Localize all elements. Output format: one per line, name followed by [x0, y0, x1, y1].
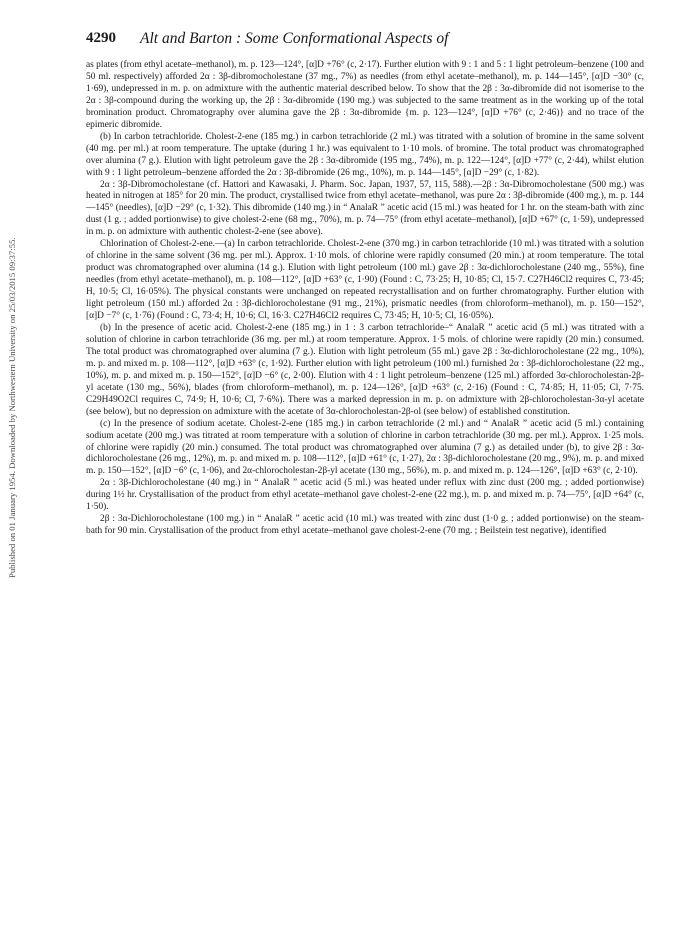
page-number: 4290 — [86, 30, 116, 46]
download-provenance-note: Published on 01 January 1954. Downloaded by Northwestern University on 25/03/2015 09:37:55. — [7, 237, 17, 579]
running-header — [86, 30, 644, 52]
paragraph-dichloride-zinc-reflux: 2α : 3β-Dichlorocholestane (40 mg.) in “ AnalaR ” acetic acid (5 ml.) was heated under reflux with zinc dust (200 mg. ; added portionwise) during 1½ hr. Crystallisation of the product from ethyl acetate–methanol gave cholest-2-ene (22 mg.), m. p. and mixed m. p. 74—75°, [α]D +64° (c, 1·50). — [86, 478, 644, 513]
paragraph-bromination-ccl4: (b) In carbon tetrachloride. Cholest-2-ene (185 mg.) in carbon tetrachloride (2 ml.) was titrated with a solution of bromine in the same solvent (40 mg. per ml.) at room temperature. The uptake (during 1 hr.) was equivalent to 1·10 mols. of bromine. The total product was chromatographed over alumina (7 g.). Elution with light petroleum gave the 2β : 3α-dibromide (195 mg., 74%), m. p. 122—124°, [α]D +77° (c, 2·44), whilst elution with 9 : 1 light petroleum–benzene afforded the 2α : 3β-dibromide (26 mg., 10%), m. p. 144—145°, [α]D −29° (c, 1·82). — [86, 131, 644, 178]
article-body — [86, 60, 644, 538]
paragraph-chlorination-acetic-acid: (b) In the presence of acetic acid. Cholest-2-ene (185 mg.) in 1 : 3 carbon tetrachloride–“ AnalaR ” acetic acid (5 ml.) was titrated with a solution of chlorine in carbon tetrachloride (36 mg. per ml.) at room temperature. Approx. 1·5 mols. of chlorine were rapidly (20 min.) consumed. The total product was chromatographed over alumina (7 g.). Elution with light petroleum (55 ml.) gave 2β : 3α-dichlorocholestane (22 mg., 10%), m. p. and mixed m. p. 108—112°, [α]D +63° (c, 1·92). Further elution with light petroleum (100 ml.) furnished 2α : 3β-dichlorocholestane (22 mg., 10%), m. p. and mixed m. p. 150—152°, [α]D −6° (c, 2·00). Elution with 4 : 1 light petroleum–benzene (125 ml.) afforded 3α-chlorocholestan-2β-yl acetate (130 mg., 56%), blades (from chloroform–methanol), m. p. 124—126°, [α]D +63° (c, 2·16) (Found : C, 74·85; H, 11·05; Cl, 7·75. C29H49O2Cl requires C, 74·9; H, 10·6; Cl, 7·6%). There was a marked depression in m. p. on admixture with 2β-chlorocholestan-3α-yl acetate (see below), but no depression on admixture with the acetate of 3α-chlorocholestan-2β-ol (see below) of established constitution. — [86, 322, 644, 417]
paragraph-dichloride-zinc-steam: 2β : 3α-Dichlorocholestane (100 mg.) in “ AnalaR ” acetic acid (10 ml.) was treated with zinc dust (1·0 g. ; added portionwise) on the steam-bath for 90 min. Crystallisation of the product from ethyl acetate–methanol gave cholest-2-ene (70 mg. ; Beilstein test negative), identified — [86, 514, 644, 537]
paragraph-bromination-continued: as plates (from ethyl acetate–methanol), m. p. 123—124°, [α]D +76° (c, 2·17). Further elution with 9 : 1 and 5 : 1 light petroleum–benzene (100 and 50 ml. respectively) afforded 2α : 3β-dibromocholestane (37 mg., 7%) as needles (from ethyl acetate–methanol), m. p. 144—145°, [α]D −30° (c, 1·69), undepressed in m. p. on admixture with the authentic material described below. To show that the 2β : 3α-dibromide did not isomerise to the 2α : 3β-compound during the working up, the 2β : 3α-dibromide (190 mg.) was subjected to the same treatment as in the working up of the total bromination product. Chromatography over alumina gave the 2β : 3α-dibromide {m. p. 123—124°, [α]D +76° (c, 2·46)} and no trace of the epimeric dibromide. — [86, 60, 644, 130]
running-title: Alt and Barton : Some Conformational Aspects of — [140, 30, 449, 47]
paragraph-dibromocholestane: 2α : 3β-Dibromocholestane (cf. Hattori and Kawasaki, J. Pharm. Soc. Japan, 1937, 57, 115, 588).—2β : 3α-Dibromocholestane (500 mg.) was heated in nitrogen at 185° for 20 min. The product, crystallised twice from ethyl acetate–methanol, was pure 2α : 3β-dibromide (400 mg.), m. p. 144—145° (needles), [α]D −29° (c, 1·32). This dibromide (140 mg.) in “ AnalaR ” acetic acid (15 ml.) was heated for 1 hr. on the steam-bath with zinc dust (1 g. ; added portionwise) to give cholest-2-ene (68 mg., 70%), m. p. 74—75° (from ethyl acetate–methanol), [α]D +67° (c, 1·59), undepressed in m. p. on admixture with authentic cholest-2-ene (see above). — [86, 179, 644, 238]
paragraph-chlorination-sodium-acetate: (c) In the presence of sodium acetate. Cholest-2-ene (185 mg.) in carbon tetrachloride (2 ml.) and “ AnalaR ” acetic acid (5 ml.) containing sodium acetate (200 mg.) was titrated at room temperature with a solution of chlorine in carbon tetrachloride (30 mg. per ml.). Approx. 1·25 mols. of chlorine were rapidly (20 min.) consumed. The total product was chromatographed over alumina (7 g.) as detailed under (b), to give 2β : 3α-dichlorocholestane (26 mg., 12%), m. p. and mixed m. p. 108—112°, [α]D +61° (c, 1·27), 2α : 3β-dichlorocholestane (20 mg., 9%), m. p. and mixed m. p. 150—152°, [α]D −6° (c, 1·06), and 2α-chlorocholestan-2β-yl acetate (130 mg., 56%), m. p. and mixed m. p. 124—126°, [α]D +63° (c, 2·10). — [86, 418, 644, 477]
paragraph-chlorination-ccl4: Chlorination of Cholest-2-ene.—(a) In carbon tetrachloride. Cholest-2-ene (370 mg.) in carbon tetrachloride (10 ml.) was titrated with a solution of chlorine in the same solvent (36 mg. per ml.). Approx. 1·10 mols. of chlorine were rapidly consumed (20 min.) at room temperature. The total product was chromatographed over alumina (14 g.). Elution with light petroleum (100 ml.) gave 2β : 3α-dichlorocholestane (240 mg., 55%), fine needles (from ethyl acetate–methanol), m. p. 108—112°, [α]D +63° (c, 1·90) (Found : C, 73·25; H, 10·85; Cl, 15·7. C27H46Cl2 requires C, 73·45; H, 10·5; Cl, 16·05%). The physical constants were unchanged on repeated recrystallisation and on further chromatography. Further elution with light petroleum (150 ml.) afforded 2α : 3β-dichlorocholestane (91 mg., 21%), prismatic needles (from chloroform–methanol), m. p. 150—152°, [α]D −7° (c, 1·76) (Found : C, 73·4; H, 10·6; Cl, 16·3. C27H46Cl2 requires C, 73·45; H, 10·5; Cl, 16·05%). — [86, 239, 644, 322]
journal-page — [86, 30, 644, 538]
